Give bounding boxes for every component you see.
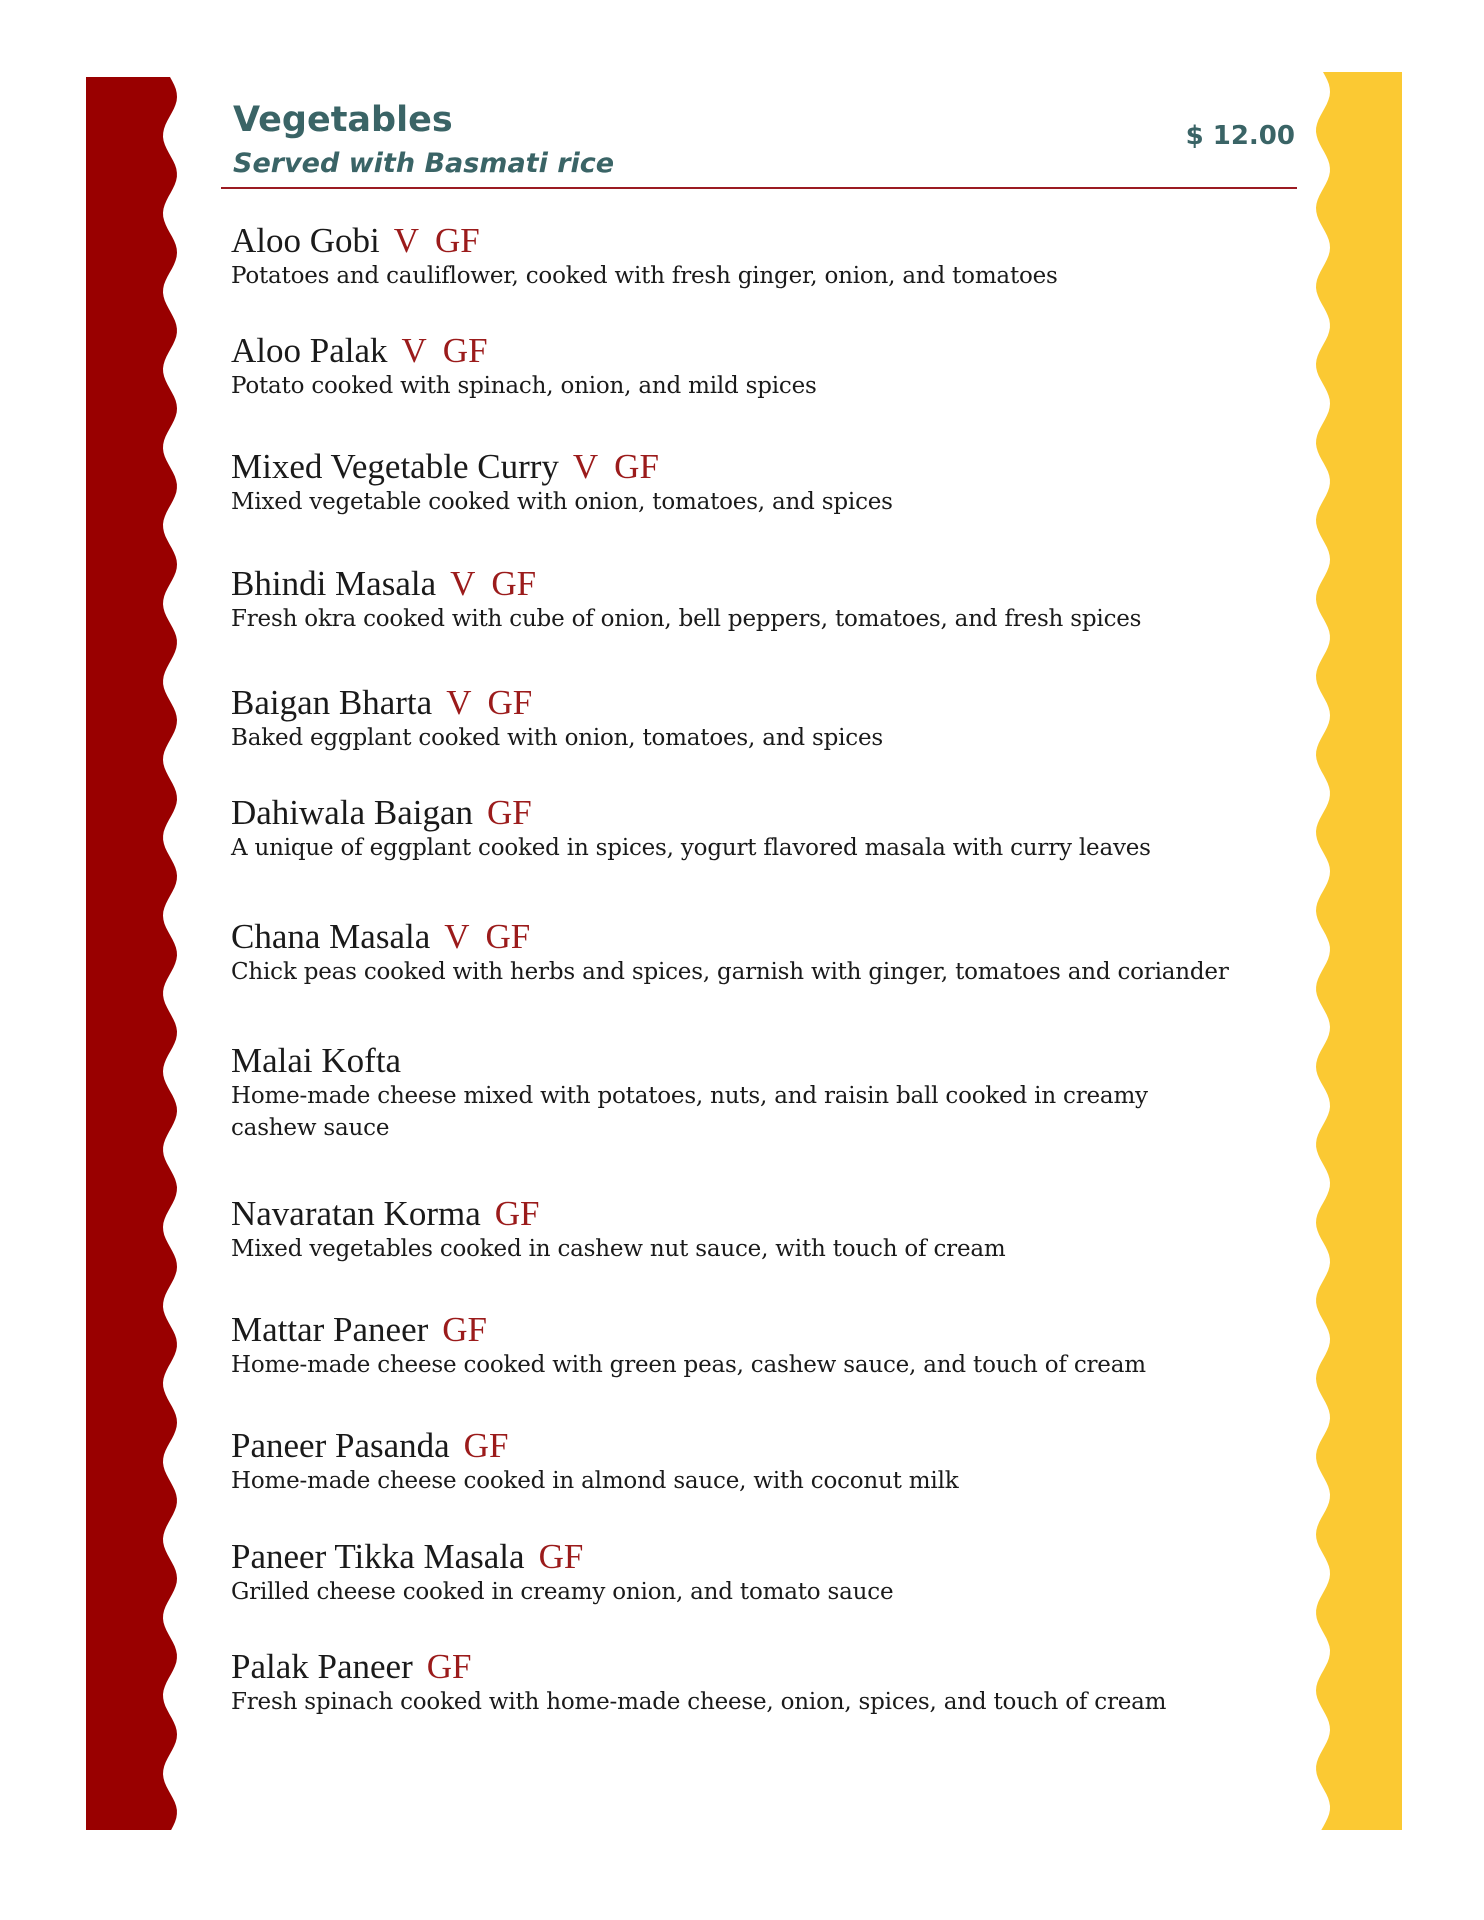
menu-item (231, 330, 1281, 402)
item-title-row (231, 446, 1281, 488)
section-title: Vegetables (233, 100, 453, 140)
section-price: $ 12.00 (1185, 121, 1295, 151)
gluten-free-tag: GF (442, 1310, 488, 1349)
item-title-row (231, 682, 1281, 724)
item-description: Potatoes and cauliflower, cooked with fresh ginger, onion, and tomatoes (231, 263, 1058, 289)
menu-item (231, 1646, 1281, 1718)
item-name: Bhindi Masala (231, 564, 437, 603)
menu-item (231, 1040, 1281, 1144)
gluten-free-tag: GF (487, 793, 532, 832)
item-description: Home-made cheese mixed with potatoes, nuts, and raisin ball cooked in creamy cashew sauce (231, 1083, 1148, 1141)
item-name: Dahiwala Baigan (231, 793, 473, 832)
item-name: Navaratan Korma (231, 1194, 481, 1233)
item-name: Baigan Bharta (231, 683, 433, 722)
menu-item (231, 1536, 1281, 1608)
item-description: Home-made cheese cooked with green peas, cashew sauce, and touch of cream (231, 1352, 1146, 1378)
item-name: Palak Paneer (231, 1647, 413, 1686)
item-description: Potato cooked with spinach, onion, and mild spices (231, 373, 817, 399)
gluten-free-tag: GF (435, 221, 480, 260)
item-name: Aloo Palak (231, 331, 388, 370)
item-title-row (231, 1425, 1281, 1467)
item-name: Mattar Paneer (231, 1310, 429, 1349)
gluten-free-tag: GF (614, 447, 659, 486)
item-description: Mixed vegetables cooked in cashew nut sauce, with touch of cream (231, 1236, 1006, 1262)
menu-item (231, 1309, 1281, 1381)
left-wavy-band (86, 77, 177, 1830)
item-description: Home-made cheese cooked in almond sauce, with coconut milk (231, 1468, 959, 1494)
item-name: Paneer Pasanda (231, 1426, 450, 1465)
item-title-row (231, 330, 1281, 372)
item-description: Fresh spinach cooked with home-made cheese, onion, spices, and touch of cream (231, 1689, 1167, 1715)
item-title-row (231, 792, 1281, 834)
gluten-free-tag: GF (491, 564, 537, 603)
item-name: Mixed Vegetable Curry (231, 447, 559, 486)
gluten-free-tag: GF (538, 1537, 584, 1576)
menu-item (231, 446, 1281, 518)
item-name: Aloo Gobi (231, 221, 380, 260)
vegan-tag: V (401, 331, 427, 370)
item-description: A unique of eggplant cooked in spices, yogurt flavored masala with curry leaves (231, 835, 1151, 861)
item-name: Malai Kofta (231, 1041, 402, 1080)
item-title-row (231, 563, 1281, 605)
section-subtitle: Served with Basmati rice (233, 148, 615, 179)
menu-item (231, 1425, 1281, 1497)
gluten-free-tag: GF (426, 1647, 472, 1686)
gluten-free-tag: GF (494, 1194, 540, 1233)
menu-item (231, 1193, 1281, 1265)
item-description: Fresh okra cooked with cube of onion, bell peppers, tomatoes, and fresh spices (231, 606, 1142, 632)
item-title-row (231, 1193, 1281, 1235)
item-title-row (231, 1040, 1281, 1082)
gluten-free-tag: GF (463, 1426, 509, 1465)
gluten-free-tag: GF (442, 331, 488, 370)
item-description: Chick peas cooked with herbs and spices, garnish with ginger, tomatoes and coriander (231, 959, 1229, 985)
gluten-free-tag: GF (487, 683, 533, 722)
menu-item (231, 682, 1281, 754)
item-title-row (231, 916, 1281, 958)
vegan-tag: V (446, 683, 472, 722)
vegan-tag: V (444, 917, 470, 956)
item-name: Chana Masala (231, 917, 431, 956)
vegan-tag: V (572, 447, 599, 486)
item-description: Mixed vegetable cooked with onion, tomatoes, and spices (231, 489, 893, 515)
menu-item (231, 563, 1281, 635)
menu-item (231, 916, 1281, 988)
right-wavy-band (1316, 72, 1402, 1830)
gluten-free-tag: GF (485, 917, 531, 956)
item-title-row (231, 1536, 1281, 1578)
item-description: Baked eggplant cooked with onion, tomatoes, and spices (231, 725, 883, 751)
item-description: Grilled cheese cooked in creamy onion, and tomato sauce (231, 1579, 894, 1605)
item-title-row (231, 220, 1281, 262)
item-title-row (231, 1646, 1281, 1688)
menu-item (231, 220, 1281, 292)
item-name: Paneer Tikka Masala (231, 1537, 525, 1576)
item-title-row (231, 1309, 1281, 1351)
vegan-tag: V (450, 564, 476, 603)
menu-item-list (231, 0, 1281, 1920)
menu-item (231, 792, 1281, 864)
vegan-tag: V (393, 221, 420, 260)
